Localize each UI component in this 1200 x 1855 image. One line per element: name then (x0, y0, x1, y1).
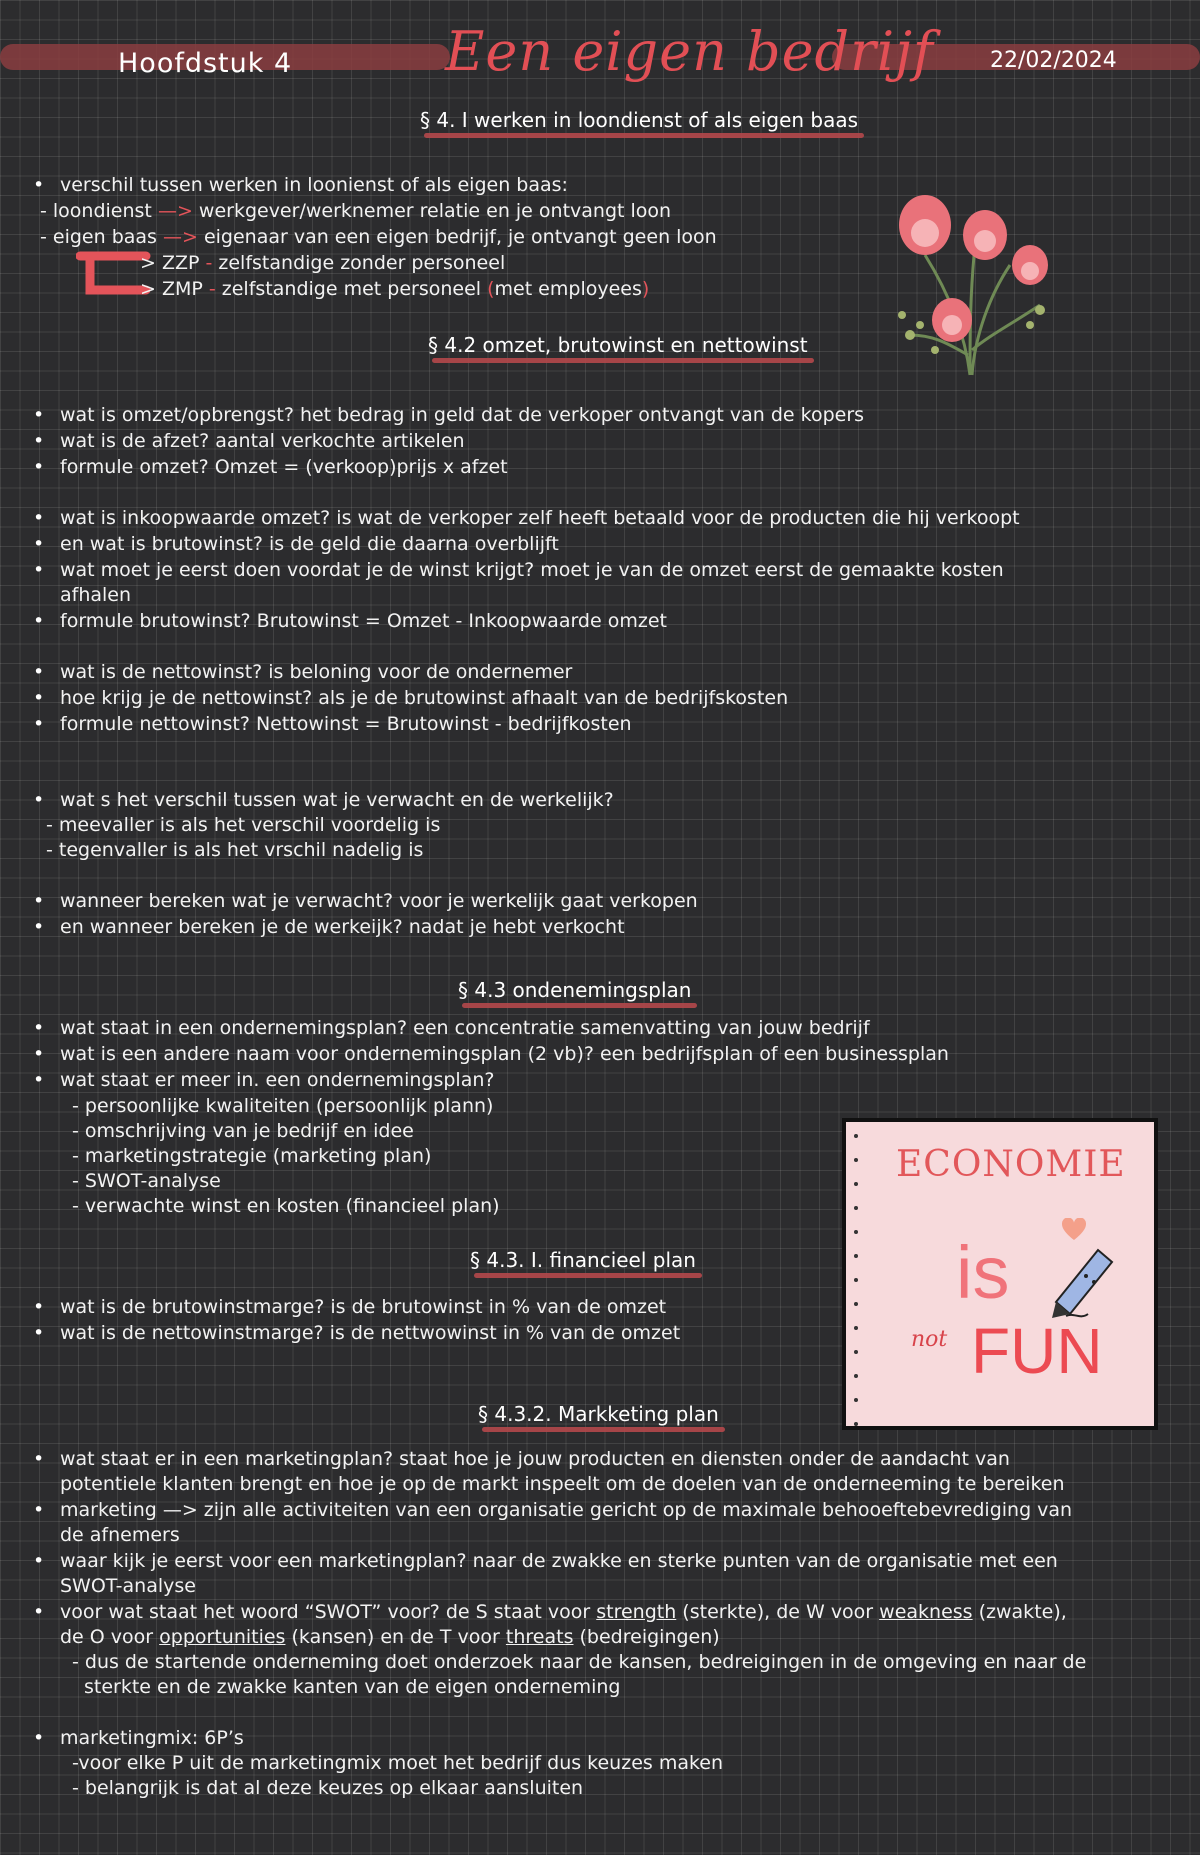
section-heading-4-3-1: § 4.3. I. financieel plan (470, 1248, 696, 1272)
list-item: • wat staat er in een marketingplan? staat hoe je jouw producten en diensten onder de aandacht van (60, 1447, 1010, 1471)
pen-character-icon (1046, 1240, 1126, 1320)
list-item: • wat is de nettowinstmarge? is de nettwowinst in % van de omzet (60, 1321, 680, 1345)
flower-bouquet-icon (880, 185, 1060, 385)
list-item: - verwachte winst en kosten (financieel plan) (72, 1195, 500, 1217)
list-item: - dus de startende onderneming doet onderzoek naar de kansen, bedreigingen in de omgeving en naar de (72, 1651, 1087, 1673)
list-item: - eigen baas —> eigenaar van een eigen bedrijf, je ontvangt geen loon (40, 226, 717, 248)
list-item: - persoonlijke kwaliteiten (persoonlijk plann) (72, 1095, 494, 1117)
list-item: • voor wat staat het woord “SWOT” voor? de S staat voor strength (sterkte), de W voor weakness (zwakte), (60, 1600, 1067, 1624)
list-item: - tegenvaller is als het vrschil nadelig is (46, 839, 424, 861)
economie-sticker (842, 1118, 1158, 1430)
section-heading-4-3-2: § 4.3.2. Markketing plan (478, 1402, 719, 1426)
list-item: • hoe krijg je de nettowinst? als je de brutowinst afhaalt van de bedrijfskosten (60, 686, 788, 710)
sticker-title: ECONOMIE (896, 1144, 1126, 1185)
sticker-not: not (911, 1327, 948, 1352)
page-title: Een eigen bedrijf (445, 20, 934, 83)
section-heading-4-3: § 4.3 ondenemingsplan (458, 978, 691, 1002)
list-item: de O voor opportunities (kansen) en de T voor threats (bedreigingen) (60, 1626, 720, 1648)
list-item: - loondienst —> werkgever/werknemer relatie en je ontvangt loon (40, 200, 672, 222)
list-item: • wat is de afzet? aantal verkochte artikelen (60, 429, 465, 453)
list-item: • wat is inkoopwaarde omzet? is wat de verkoper zelf heeft betaald voor de producten die hij verkoopt (60, 506, 1020, 530)
heart-icon (1061, 1218, 1087, 1242)
sticker-is: is (956, 1231, 1010, 1314)
list-item: • wat moet je eerst doen voordat je de winst krijgt? moet je van de omzet eerst de gemaakte kosten (60, 558, 1004, 582)
list-item: SWOT-analyse (60, 1575, 196, 1597)
list-item: • wat is een andere naam voor ondernemingsplan (2 vb)? een bedrijfsplan of een businessplan (60, 1042, 949, 1066)
list-item: • verschil tussen werken in loonienst of als eigen baas: (60, 173, 568, 197)
list-item: • wat staat in een ondernemingsplan? een concentratie samenvatting van jouw bedrijf (60, 1016, 870, 1040)
list-item: > ZZP - zelfstandige zonder personeel (140, 252, 506, 274)
list-item: - marketingstrategie (marketing plan) (72, 1145, 432, 1167)
list-item: • formule omzet? Omzet = (verkoop)prijs x afzet (60, 455, 508, 479)
list-item: • wat staat er meer in. een ondernemingsplan? (60, 1068, 494, 1092)
list-item: • marketing —> zijn alle activiteiten van een organisatie gericht op de maximale behooeftebevrediging van (60, 1498, 1072, 1522)
list-item: • wat is de nettowinst? is beloning voor de ondernemer (60, 660, 572, 684)
list-item: sterkte en de zwakke kanten van de eigen onderneming (84, 1676, 621, 1698)
list-item: potentiele klanten brengt en hoe je op de markt inspeelt om de doelen van de onderneeming te bereiken (60, 1473, 1065, 1495)
list-item: • wat is de brutowinstmarge? is de brutowinst in % van de omzet (60, 1295, 666, 1319)
list-item: - omschrijving van je bedrijf en idee (72, 1120, 414, 1142)
list-item: -voor elke P uit de marketingmix moet het bedrijf dus keuzes maken (72, 1752, 724, 1774)
chapter-label: Hoofdstuk 4 (118, 48, 293, 79)
list-item: • en wat is brutowinst? is de geld die daarna overblijft (60, 532, 559, 556)
list-item: • en wanneer bereken je de werkeijk? nadat je hebt verkocht (60, 915, 625, 939)
list-item: - SWOT-analyse (72, 1170, 221, 1192)
list-item: - meevaller is als het verschil voordelig is (46, 814, 441, 836)
sticker-fun: FUN (971, 1315, 1103, 1387)
list-item: • wat is omzet/opbrengst? het bedrag in geld dat de verkoper ontvangt van de kopers (60, 403, 864, 427)
date-label: 22/02/2024 (990, 48, 1117, 73)
list-item: - belangrijk is dat al deze keuzes op elkaar aansluiten (72, 1777, 584, 1799)
list-item: • formule nettowinst? Nettowinst = Brutowinst - bedrijfkosten (60, 712, 632, 736)
list-item: de afnemers (60, 1524, 180, 1546)
section-heading-4-2: § 4.2 omzet, brutowinst en nettowinst (428, 333, 808, 357)
list-item: • waar kijk je eerst voor een marketingplan? naar de zwakke en sterke punten van de organisatie met een (60, 1549, 1058, 1573)
list-item: > ZMP - zelfstandige met personeel (met employees) (140, 278, 650, 300)
section-heading-4-1: § 4. I werken in loondienst of als eigen baas (420, 108, 858, 132)
list-item: • wanneer bereken wat je verwacht? voor je werkelijk gaat verkopen (60, 889, 698, 913)
list-item: • wat s het verschil tussen wat je verwacht en de werkelijk? (60, 788, 614, 812)
notebook-dots (854, 1134, 860, 1424)
list-item: • formule brutowinst? Brutowinst = Omzet - Inkoopwaarde omzet (60, 609, 667, 633)
list-item: afhalen (60, 584, 132, 606)
list-item: • marketingmix: 6P’s (60, 1726, 244, 1750)
